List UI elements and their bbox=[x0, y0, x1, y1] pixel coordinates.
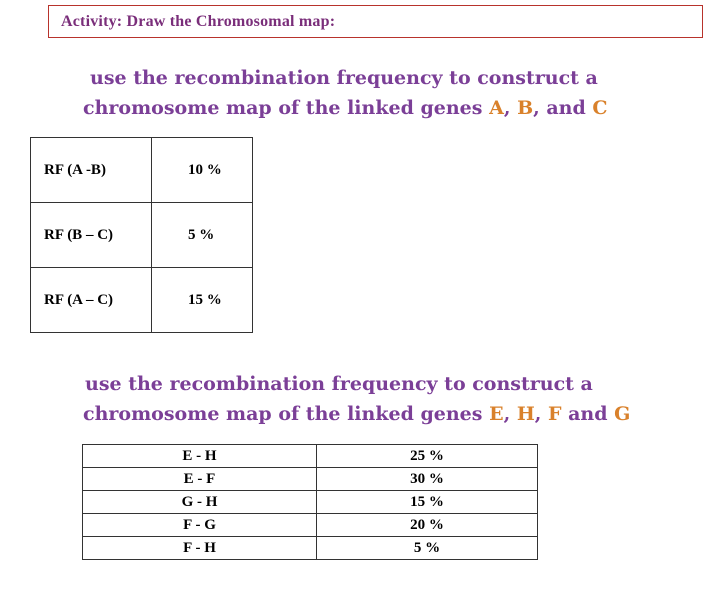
gene-pair: G - H bbox=[83, 491, 317, 514]
gene-f: F bbox=[548, 403, 562, 425]
rf-table-abc bbox=[30, 137, 253, 333]
rf-table-ehfg bbox=[82, 444, 538, 560]
rf-label: RF (A – C) bbox=[31, 268, 152, 333]
rf-label: RF (A -B) bbox=[31, 138, 152, 203]
activity-title: Activity: Draw the Chromosomal map: bbox=[61, 13, 336, 30]
rf-value: 5 % bbox=[152, 203, 253, 268]
activity-header-box bbox=[48, 5, 703, 38]
table-row bbox=[83, 468, 538, 491]
gene-e: E bbox=[489, 403, 504, 425]
separator: , and bbox=[533, 97, 593, 119]
rf-value: 25 % bbox=[317, 445, 538, 468]
instructions-ehfg-line2 bbox=[0, 399, 725, 429]
separator: and bbox=[561, 403, 615, 425]
rf-label: RF (B – C) bbox=[31, 203, 152, 268]
gene-h: H bbox=[516, 403, 535, 425]
rf-value: 10 % bbox=[152, 138, 253, 203]
instructions-abc bbox=[0, 63, 725, 123]
rf-value: 5 % bbox=[317, 537, 538, 560]
gene-b: B bbox=[517, 97, 534, 119]
rf-value: 15 % bbox=[317, 491, 538, 514]
instructions-ehfg bbox=[0, 369, 725, 429]
separator: , bbox=[534, 403, 548, 425]
rf-value: 15 % bbox=[152, 268, 253, 333]
separator: , bbox=[503, 403, 517, 425]
rf-value: 30 % bbox=[317, 468, 538, 491]
instructions-ehfg-prefix: chromosome map of the linked genes bbox=[83, 403, 490, 425]
gene-a: A bbox=[489, 97, 504, 119]
table-row bbox=[31, 138, 253, 203]
gene-pair: E - F bbox=[83, 468, 317, 491]
table-row bbox=[83, 445, 538, 468]
gene-g: G bbox=[614, 403, 631, 425]
rf-value: 20 % bbox=[317, 514, 538, 537]
table-row bbox=[83, 491, 538, 514]
table-row bbox=[83, 537, 538, 560]
gene-pair: F - H bbox=[83, 537, 317, 560]
instructions-abc-line1: use the recombination frequency to construct a bbox=[90, 67, 598, 89]
instructions-abc-line2 bbox=[0, 93, 725, 123]
separator: , bbox=[503, 97, 518, 119]
table-row bbox=[31, 268, 253, 333]
gene-pair: F - G bbox=[83, 514, 317, 537]
instructions-abc-prefix: chromosome map of the linked genes bbox=[83, 97, 490, 119]
instructions-ehfg-line1: use the recombination frequency to construct a bbox=[85, 373, 593, 395]
gene-pair: E - H bbox=[83, 445, 317, 468]
table-row bbox=[31, 203, 253, 268]
gene-c: C bbox=[592, 97, 608, 119]
table-row bbox=[83, 514, 538, 537]
